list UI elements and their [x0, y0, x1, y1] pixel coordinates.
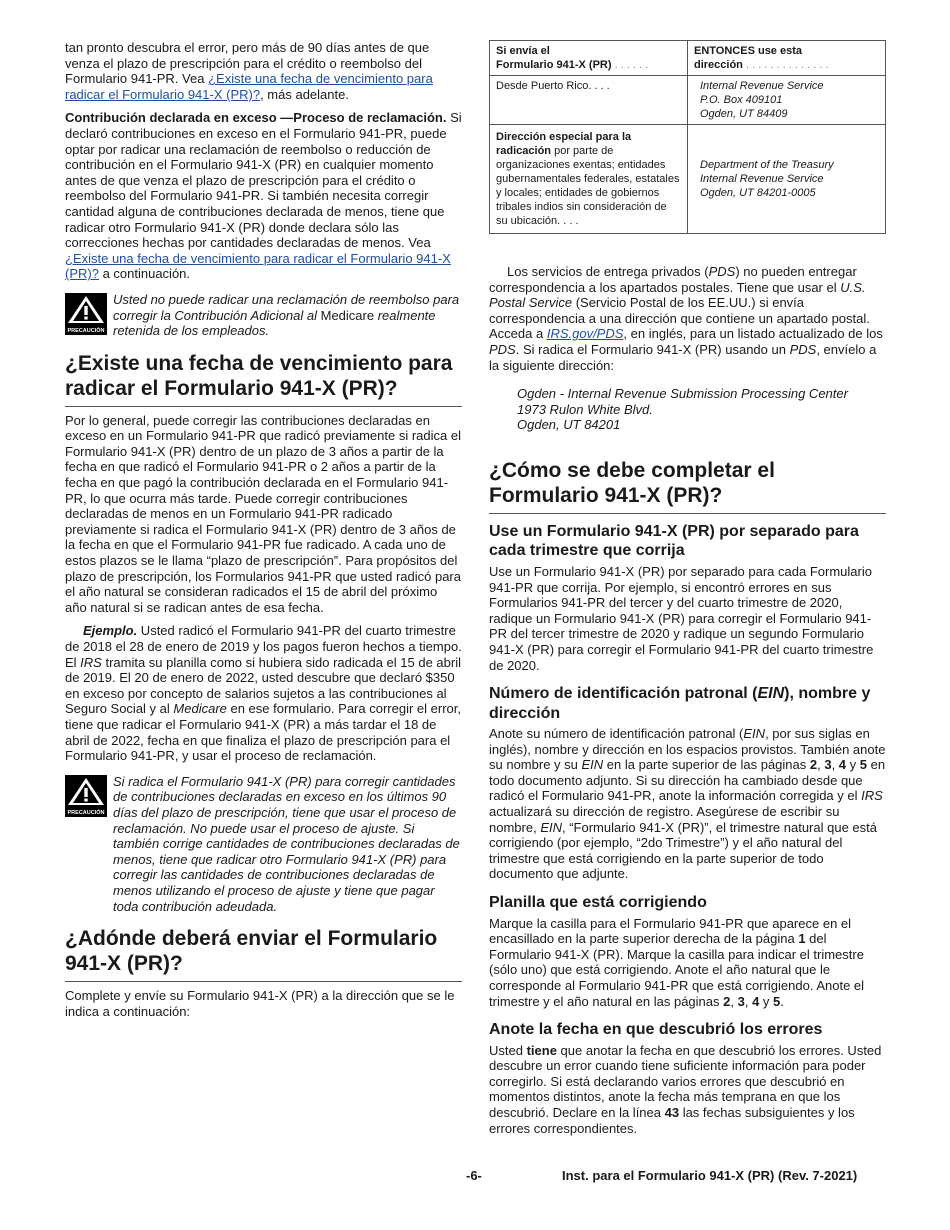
paragraph-where: Complete y envíe su Formulario 941-X (PR) a la dirección que se le indica a continuación:	[65, 988, 455, 1019]
paragraph-pds: Los servicios de entrega privados (PDS) no pueden entregar correspondencia a los apartados postales. Tiene que usar el U.S. Postal Service (Servicio Postal de los EE.UU.) si envía correspondencia a una dirección que contiene un apartado postal. Acceda a IRS.gov/PDS, en inglés, para un listado actualizado de los PDS. Si radica el Formulario 941-X (PR) usando un PDS, envíelo a la siguiente dirección:	[489, 264, 883, 373]
pds-link[interactable]: IRS.gov/PDS	[546, 326, 624, 342]
paragraph-return: Marque la casilla para el Formulario 941-PR que aparece en el encasillado en la parte superior derecha de la página 1 del Formulario 941-X (PR). Marque la casilla para indicar el trimestre (sólo uno) que está corrigiendo. Anote el año natural que le corresponde al Formulario 941-PR que está corrigiendo. Anote el trimestre y el año natural en las páginas 2, 3, 4 y 5.	[489, 915, 865, 1009]
overreported-heading: Contribución declarada en exceso —Proceso de reclamación.	[65, 110, 447, 126]
deadline-link-2[interactable]: ¿Existe una fecha de vencimiento para radicar el Formulario 941-X (PR)?	[65, 250, 451, 282]
caution-note-1: PRECAUCIÓN Usted no puede radicar una reclamación de reembolso para corregir la Contribución Adicional al Medicare realmente retenida de los empleados.	[65, 292, 462, 339]
caution-icon	[65, 293, 107, 335]
caution-label: PRECAUCIÓN	[67, 809, 105, 816]
pds-address: Ogden - Internal Revenue Submission Processing Center 1973 Rulon White Blvd. Ogden, UT 84201	[517, 386, 848, 433]
heading-return-correcting: Planilla que está corrigiendo	[489, 894, 707, 912]
table-row: Desde Puerto Rico. . . . Internal Revenue Service P.O. Box 409101 Ogden, UT 84409	[490, 76, 886, 125]
paragraph-overreported: Contribución declarada en exceso —Proceso de reclamación. Si declaró contribuciones en exceso en el Formulario 941-PR, puede optar por radicar una reclamación de reembolso o reducción de contribución en el Formulario 941-X (PR) en cualquier momento antes de que venza el plazo de prescripción para el crédito o reembolso del Formulario 941-PR. Si también necesita corregir cantidad alguna de contribuciones declarada de menos, tiene que radicar otro Formulario 941-X (PR) donde declara sólo las correcciones hechas por cantidades declaradas de menos. Vea ¿Existe una fecha de vencimiento para radicar el Formulario 941-X (PR)? a continuación.	[65, 110, 462, 282]
right-column	[489, 40, 886, 1136]
table-row: Dirección especial para la radicación por parte de organizaciones exentas; entidades gubernamentales federales, estatales y locales; entidades de gobiernos tribales indios sin consideración de su ubicación. . . . Department of the Treasury Internal Revenue Service Ogden, UT 84201-0005	[490, 125, 886, 234]
paragraph-discovery: Usted tiene que anotar la fecha en que descubrió los errores. Usted descubre un error cuando tiene suficiente información para poder corregirlo. Si está declarando varios errores que descubrió en momentos distintos, anote la fecha más temprana en que los descubrió. Declare en la línea 43 las fechas subsiguientes y los errores correspondientes.	[489, 1042, 882, 1136]
paragraph-intro: tan pronto descubra el error, pero más de 90 días antes de que venza el plazo de prescripción para el crédito o reembolso del Formulario 941-PR. Vea ¿Existe una fecha de vencimiento para radicar el Formulario 941-X (PR)?, más adelante.	[65, 40, 433, 102]
deadline-link[interactable]: ¿Existe una fecha de vencimiento para radicar el Formulario 941-X (PR)?	[65, 71, 433, 102]
paragraph-deadline: Por lo general, puede corregir las contribuciones declaradas en exceso en un Formulario 941-PR que radicó previamente si radica el Formulario 941-X (PR) dentro de un plazo de 3 años a partir de la fecha en que radicó el Formulario 941-PR o 2 años a partir de la fecha en que pagó la contribución declarada en el Formulario 941-PR, lo que ocurra más tarde. Puede corregir contribuciones declaradas de menos en un Formulario 941-PR radicado previamente si radica el Formulario 941-X (PR) dentro de 3 años de la fecha en que el Formulario 941-PR fue radicado. A cada uno de estos plazos se le llama “plazo de prescripción”. Para propósitos del plazo de prescripción, los Formularios 941-PR que usted radicó para el año natural se consideran radicados el 15 de abril del próximo año natural si se radican antes de esa fecha.	[65, 412, 461, 615]
heading-ein: Número de identificación patronal (EIN), nombre y dirección	[489, 685, 871, 722]
heading-how-to-complete: ¿Cómo se debe completar el Formulario 941-X (PR)?	[489, 458, 886, 514]
caution-icon	[65, 775, 107, 817]
paragraph-example: Ejemplo. Usted radicó el Formulario 941-PR del cuarto trimestre de 2018 el 28 de enero de 2019 y los pagos fueron hechos a tiempo. El IRS tramita su planilla como si hubiera sido radicada el 15 de abril de 2019. El 20 de enero de 2022, usted descubre que declaró $350 en exceso por concepto de salarios sujetos a las contribuciones al Seguro Social y al Medicare en ese formulario. Para corregir el error, tiene que radicar el Formulario 941-X (PR) a más tardar el 18 de abril de 2022, fecha en que finaliza el plazo de prescripción para el Formulario 941-PR, y usar el proceso de reclamación.	[65, 623, 462, 764]
address-table	[489, 40, 886, 234]
table-header-row: Si envía el Formulario 941-X (PR) . . . . . . ENTONCES use esta dirección . . . . . . . . . . . . . .	[490, 41, 886, 76]
paragraph-ein: Anote su número de identificación patronal (EIN, por sus siglas en inglés), nombre y dirección en los espacios provistos. También anote su nombre y su EIN en la parte superior de las páginas 2, 3, 4 y 5 en todo documento adjunto. Si su dirección ha cambiado desde que radicó el Formulario 941-PR, anote la información corregida y el IRS actualizará su dirección de registro. Asegúrese de escribir su nombre, EIN, “Formulario 941-X (PR)”, el trimestre natural que está corrigiendo (por ejemplo, “2do Trimestre”) y el año natural del trimestre que está corrigiendo en la parte superior de todo documento que adjunte.	[489, 726, 886, 882]
heading-separate-form: Use un Formulario 941-X (PR) por separado para cada trimestre que corrija	[489, 522, 859, 560]
left-column	[65, 40, 462, 1019]
heading-deadline: ¿Existe una fecha de vencimiento para radicar el Formulario 941-X (PR)?	[65, 351, 462, 407]
heading-discovery-date: Anote la fecha en que descubrió los errores	[489, 1021, 823, 1039]
paragraph-separate: Use un Formulario 941-X (PR) por separado para cada Formulario 941-PR que corrija. Por ejemplo, si encontró errores en sus Formularios 941-PR del tercer y del cuarto trimestre de 2020, radique un Formulario 941-X (PR) para corregir el Formulario 941-PR del tercer trimestre de 2020 y radique un segundo Formulario 941-X (PR) para corregir el Formulario 941-PR del cuarto trimestre de 2020.	[489, 563, 874, 673]
page-number: -6-	[466, 1168, 482, 1183]
caution-note-2: PRECAUCIÓN Si radica el Formulario 941-X (PR) para corregir cantidades de contribuciones declaradas en exceso en los últimos 90 días del plazo de prescripción, tiene que usar el proceso de reclamación. No puede usar el proceso de ajuste. Si también corrige cantidades de contribuciones declaradas de menos, tiene que radicar otro Formulario 941-X (PR) para corregir las cantidades de contribuciones declaradas de menos utilizando el proceso de ajuste y tiene que pagar toda contribución adeudada.	[65, 774, 462, 914]
caution-label: PRECAUCIÓN	[67, 327, 105, 334]
heading-where-to-file: ¿Adónde deberá enviar el Formulario 941-X (PR)?	[65, 926, 462, 982]
footer-title: Inst. para el Formulario 941-X (PR) (Rev. 7-2021)	[562, 1168, 858, 1183]
